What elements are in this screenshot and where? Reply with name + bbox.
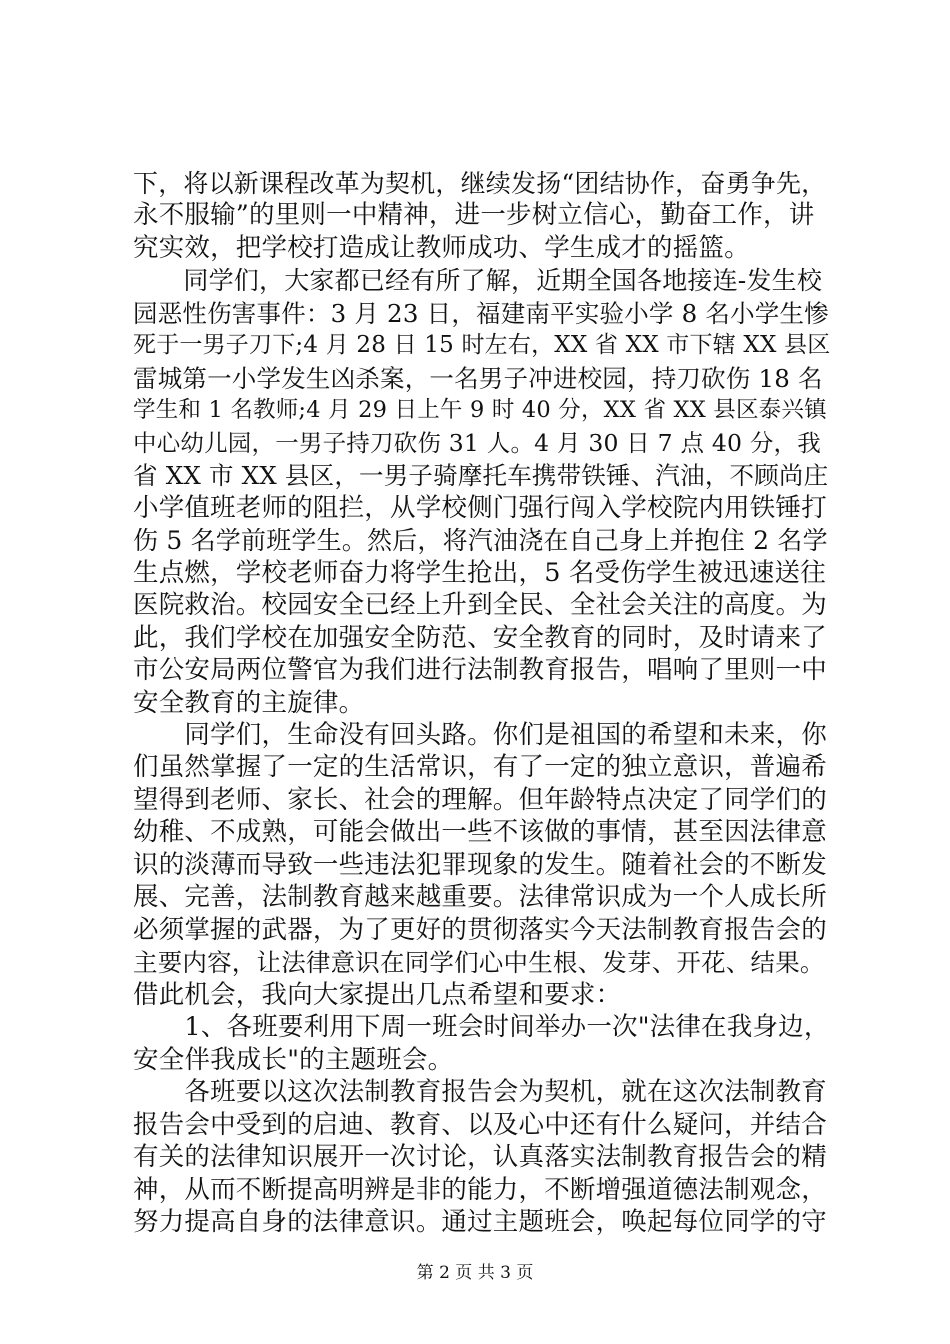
text-line: 1、各班要利用下周一班会时间举办一次"法律在我身边， bbox=[133, 1012, 830, 1043]
text-line: 园恶性伤害事件：3 月 23 日，福建南平实验小学 8 名小学生惨 bbox=[133, 298, 829, 328]
text-line: 伤 5 名学前班学生。然后，将汽油浇在自己身上并抱住 2 名学 bbox=[133, 526, 828, 556]
text-line: 借此机会，我向大家提出几点希望和要求： bbox=[133, 979, 622, 1010]
text-line: 必须掌握的武器，为了更好的贯彻落实今天法制教育报告会的 bbox=[133, 914, 827, 945]
text-line: 各班要以这次法制教育报告会为契机，就在这次法制教育 bbox=[133, 1077, 827, 1108]
text-line: 同学们，生命没有回头路。你们是祖国的希望和未来，你 bbox=[133, 719, 827, 750]
text-line: 望得到老师、家长、社会的理解。但年龄特点决定了同学们的 bbox=[133, 784, 827, 815]
text-line: 安全伴我成长"的主题班会。 bbox=[133, 1044, 454, 1075]
text-line: 展、完善，法制教育越来越重要。法律常识成为一个人成长所 bbox=[133, 882, 827, 913]
text-line: 医院救治。校园安全已经上升到全民、全社会关注的高度。为 bbox=[133, 590, 827, 621]
text-line: 学生和 1 名教师;4 月 29 日上午 9 时 40 分，XX 省 XX 县区泰兴镇 bbox=[133, 397, 827, 424]
text-line: 省 XX 市 XX 县区，一男子骑摩托车携带铁锤、汽油，不顾尚庄 bbox=[133, 461, 829, 491]
text-line: 们虽然掌握了一定的生活常识，有了一定的独立意识，普遍希 bbox=[133, 752, 827, 783]
text-line: 中心幼儿园，一男子持刀砍伤 31 人。4 月 30 日 7 点 40 分，我 bbox=[133, 428, 821, 457]
text-line: 有关的法律知识展开一次讨论，认真落实法制教育报告会的精 bbox=[133, 1142, 827, 1173]
text-line: 幼稚、不成熟，可能会做出一些不该做的事情，甚至因法律意 bbox=[133, 817, 827, 848]
text-line: 努力提高自身的法律意识。通过主题班会，唤起每位同学的守 bbox=[133, 1207, 827, 1237]
text-line: 究实效，把学校打造成让教师成功、学生成才的摇篮。 bbox=[133, 232, 750, 263]
text-line: 主要内容，让法律意识在同学们心中生根、发芽、开花、结果。 bbox=[133, 948, 825, 978]
text-line: 市公安局两位警官为我们进行法制教育报告，唱响了里则一中 bbox=[133, 655, 827, 686]
text-line: 雷城第一小学发生凶杀案，一名男子冲进校园，持刀砍伤 18 名 bbox=[133, 363, 823, 393]
text-line: 死于一男子刀下;4 月 28 日 15 时左右，XX 省 XX 市下辖 XX 县区 bbox=[133, 332, 831, 359]
text-line: 神，从而不断提高明辨是非的能力，不断增强道德法制观念， bbox=[133, 1174, 827, 1205]
text-line: 生点燃，学校老师奋力将学生抢出，5 名受伤学生被迅速送往 bbox=[133, 557, 826, 588]
page-number-footer: 第 2 页 共 3 页 bbox=[416, 1263, 534, 1283]
text-line: 永不服输”的里则一中精神，进一步树立信心，勤奋工作，讲 bbox=[133, 200, 815, 231]
text-line: 此，我们学校在加强安全防范、安全教育的同时，及时请来了 bbox=[133, 622, 827, 653]
text-line: 识的淡薄而导致一些违法犯罪现象的发生。随着社会的不断发 bbox=[133, 849, 827, 880]
text-line: 下，将以新课程改革为契机，继续发扬“团结协作，奋勇争先， bbox=[133, 169, 827, 198]
text-line: 报告会中受到的启迪、教育、以及心中还有什么疑问，并结合 bbox=[133, 1109, 827, 1140]
text-line: 小学值班老师的阻拦，从学校侧门强行闯入学校院内用铁锤打 bbox=[133, 492, 827, 523]
text-line: 同学们，大家都已经有所了解，近期全国各地接连-发生校 bbox=[133, 266, 823, 296]
text-line: 安全教育的主旋律。 bbox=[133, 687, 365, 718]
